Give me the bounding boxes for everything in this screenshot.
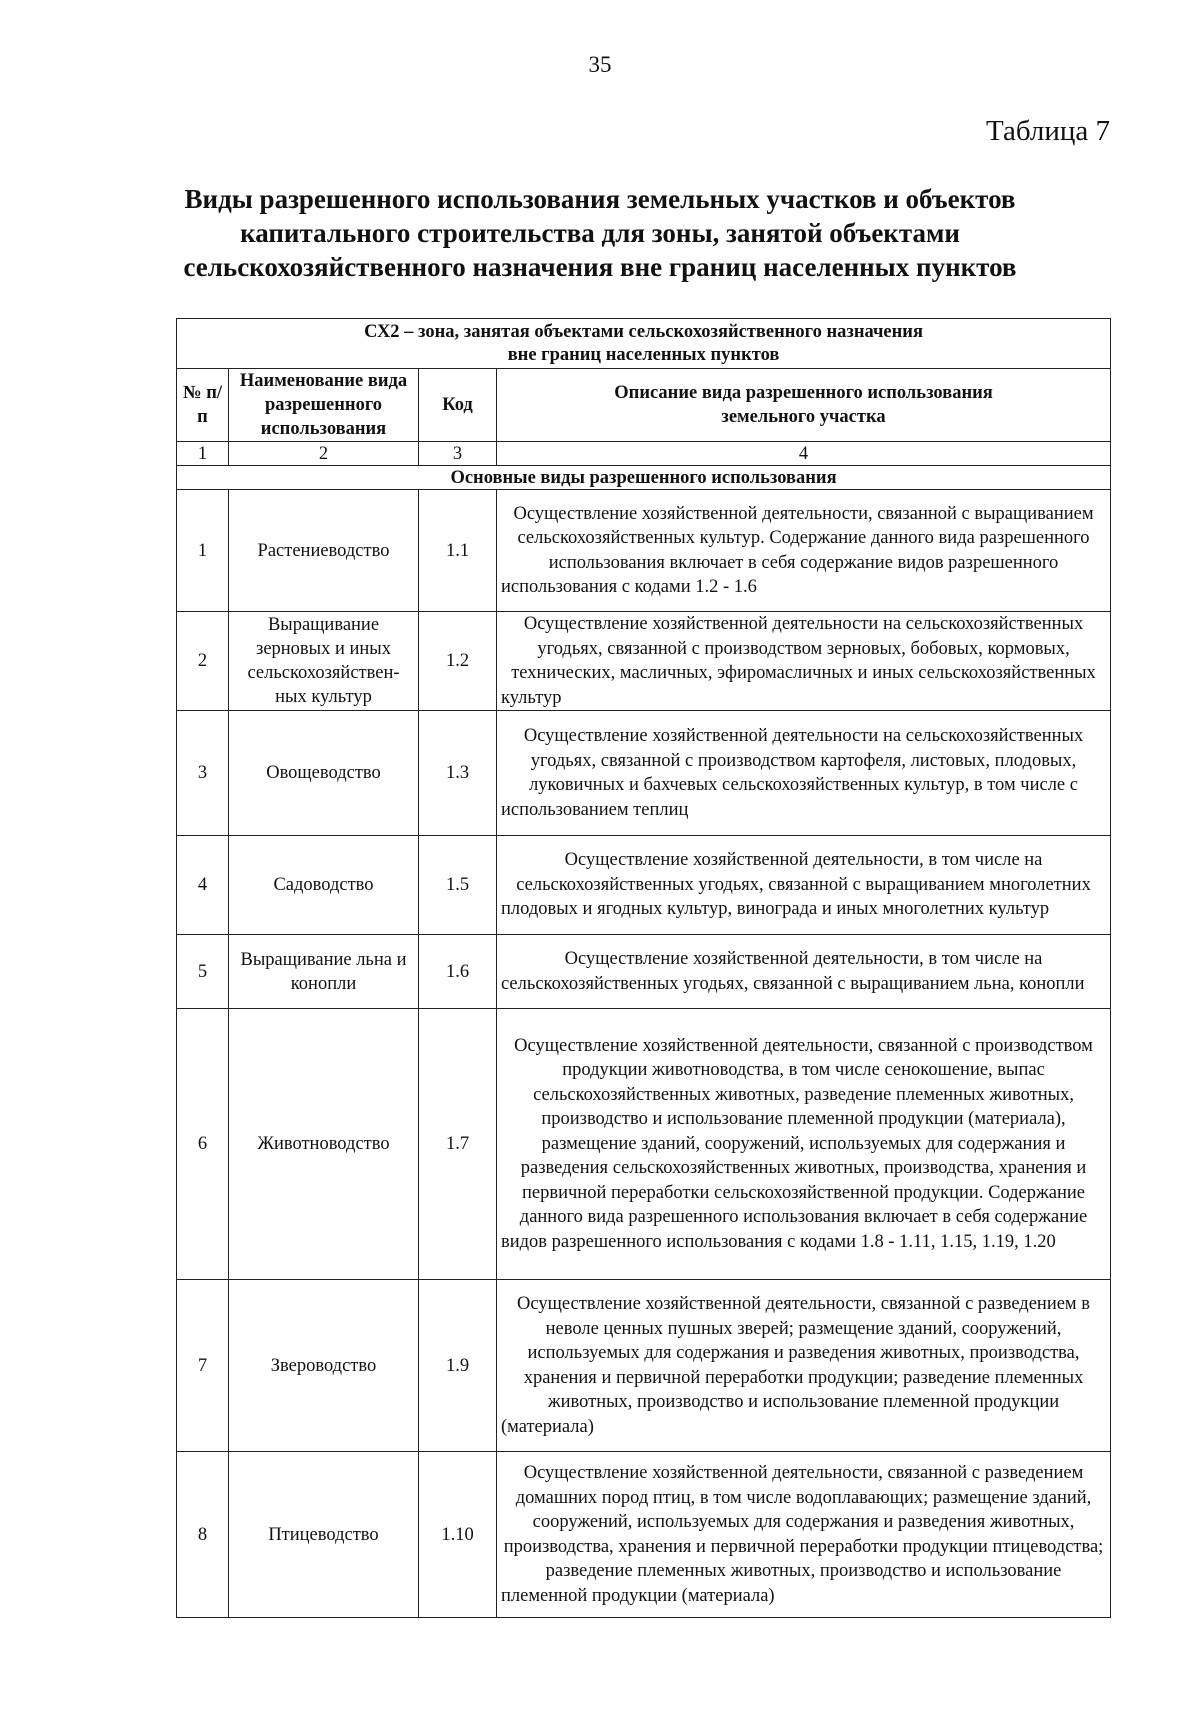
page-number: 35: [588, 52, 612, 77]
section-row: [177, 466, 1111, 490]
row-code: 1.7: [419, 1009, 497, 1280]
row-name: Выращивание зерновых и иных сельскохозяйствен-ных культур: [229, 612, 419, 711]
row-name: Звероводство: [229, 1280, 419, 1452]
table-label: Таблица 7: [985, 115, 1110, 147]
row-desc: Осуществление хозяйственной деятельности на сельскохозяйственных угодьях, связанной с производством зерновых, бобовых, кормовых, технических, масличных, эфиромасличных и иных сельскохозяйственных культур: [497, 612, 1111, 711]
row-num: 3: [177, 711, 229, 836]
column-number: 1: [177, 442, 229, 466]
header-name: Наименование вида разрешенного использования: [229, 369, 419, 442]
row-name: Растениеводство: [229, 490, 419, 612]
row-num: 7: [177, 1280, 229, 1452]
column-number: 4: [497, 442, 1111, 466]
row-desc: Осуществление хозяйственной деятельности, связанной с разведением в неволе ценных пушных зверей; размещение зданий, сооружений, используемых для содержания и разведения животных, производства, хранения и первичной переработки продукции; разведение племенных животных, производство и использование племенной продукции (материала): [497, 1280, 1111, 1452]
column-number: 2: [229, 442, 419, 466]
row-num: 5: [177, 935, 229, 1009]
section-title: Основные виды разрешенного использования: [177, 466, 1111, 490]
row-code: 1.5: [419, 836, 497, 935]
row-code: 1.6: [419, 935, 497, 1009]
row-code: 1.2: [419, 612, 497, 711]
column-number-row: [177, 442, 1111, 466]
row-num: 4: [177, 836, 229, 935]
table-row: [177, 711, 1111, 836]
row-code: 1.10: [419, 1452, 497, 1618]
zone-header-line: вне границ населенных пунктов: [507, 344, 780, 365]
column-number: 3: [419, 442, 497, 466]
row-num: 8: [177, 1452, 229, 1618]
row-desc: Осуществление хозяйственной деятельности, в том числе на сельскохозяйственных угодьях, связанной с выращиванием льна, конопли: [497, 935, 1111, 1009]
row-num: 2: [177, 612, 229, 711]
zone-header-row: [177, 319, 1111, 369]
row-num: 6: [177, 1009, 229, 1280]
table-row: [177, 612, 1111, 711]
row-desc: Осуществление хозяйственной деятельности, связанной с выращиванием сельскохозяйственных культур. Содержание данного вида разрешенного использования включает в себя содержание видов разрешенного использования с кодами 1.2 - 1.6: [497, 490, 1111, 612]
document-title: [120, 182, 1080, 284]
row-code: 1.3: [419, 711, 497, 836]
table-row: [177, 1280, 1111, 1452]
row-desc: Осуществление хозяйственной деятельности, связанной с разведением домашних пород птиц, в том числе водоплавающих; размещение зданий, сооружений, используемых для содержания и разведения животных, производства, хранения и первичной переработки продукции птицеводства; разведение племенных животных, производство и использование племенной продукции (материала): [497, 1452, 1111, 1618]
row-name: Садоводство: [229, 836, 419, 935]
land-use-table: [176, 318, 1111, 1618]
title-line: капитального строительства для зоны, занятой объектами: [240, 218, 960, 248]
header-desc: Описание вида разрешенного использования земельного участка: [497, 369, 1111, 442]
title-line: сельскохозяйственного назначения вне границ населенных пунктов: [183, 252, 1017, 282]
header-code: Код: [419, 369, 497, 442]
column-header-row: [177, 369, 1111, 442]
zone-header-line: СХ2 – зона, занятая объектами сельскохозяйственного назначения: [364, 321, 923, 342]
row-desc: Осуществление хозяйственной деятельности на сельскохозяйственных угодьях, связанной с производством картофеля, листовых, плодовых, луковичных и бахчевых сельскохозяйственных культур, в том числе с использованием теплиц: [497, 711, 1111, 836]
row-num: 1: [177, 490, 229, 612]
row-name: Животноводство: [229, 1009, 419, 1280]
table-row: [177, 1009, 1111, 1280]
table-row: [177, 836, 1111, 935]
row-code: 1.9: [419, 1280, 497, 1452]
row-desc: Осуществление хозяйственной деятельности, связанной с производством продукции животноводства, в том числе сенокошение, выпас сельскохозяйственных животных, разведение племенных животных, производство и использование племенной продукции (материала), размещение зданий, сооружений, используемых для содержания и разведения сельскохозяйственных животных, производства, хранения и первичной переработки сельскохозяйственной продукции. Содержание данного вида разрешенного использования включает в себя содержание видов разрешенного использования с кодами 1.8 - 1.11, 1.15, 1.19, 1.20: [497, 1009, 1111, 1280]
row-name: Выращивание льна и конопли: [229, 935, 419, 1009]
header-num: № п/п: [177, 369, 229, 442]
row-name: Птицеводство: [229, 1452, 419, 1618]
row-name: Овощеводство: [229, 711, 419, 836]
table-row: [177, 490, 1111, 612]
zone-header: [177, 319, 1111, 369]
row-code: 1.1: [419, 490, 497, 612]
table-row: [177, 935, 1111, 1009]
row-desc: Осуществление хозяйственной деятельности, в том числе на сельскохозяйственных угодьях, связанной с выращиванием многолетних плодовых и ягодных культур, винограда и иных многолетних культур: [497, 836, 1111, 935]
table-row: [177, 1452, 1111, 1618]
title-line: Виды разрешенного использования земельных участков и объектов: [184, 184, 1016, 214]
